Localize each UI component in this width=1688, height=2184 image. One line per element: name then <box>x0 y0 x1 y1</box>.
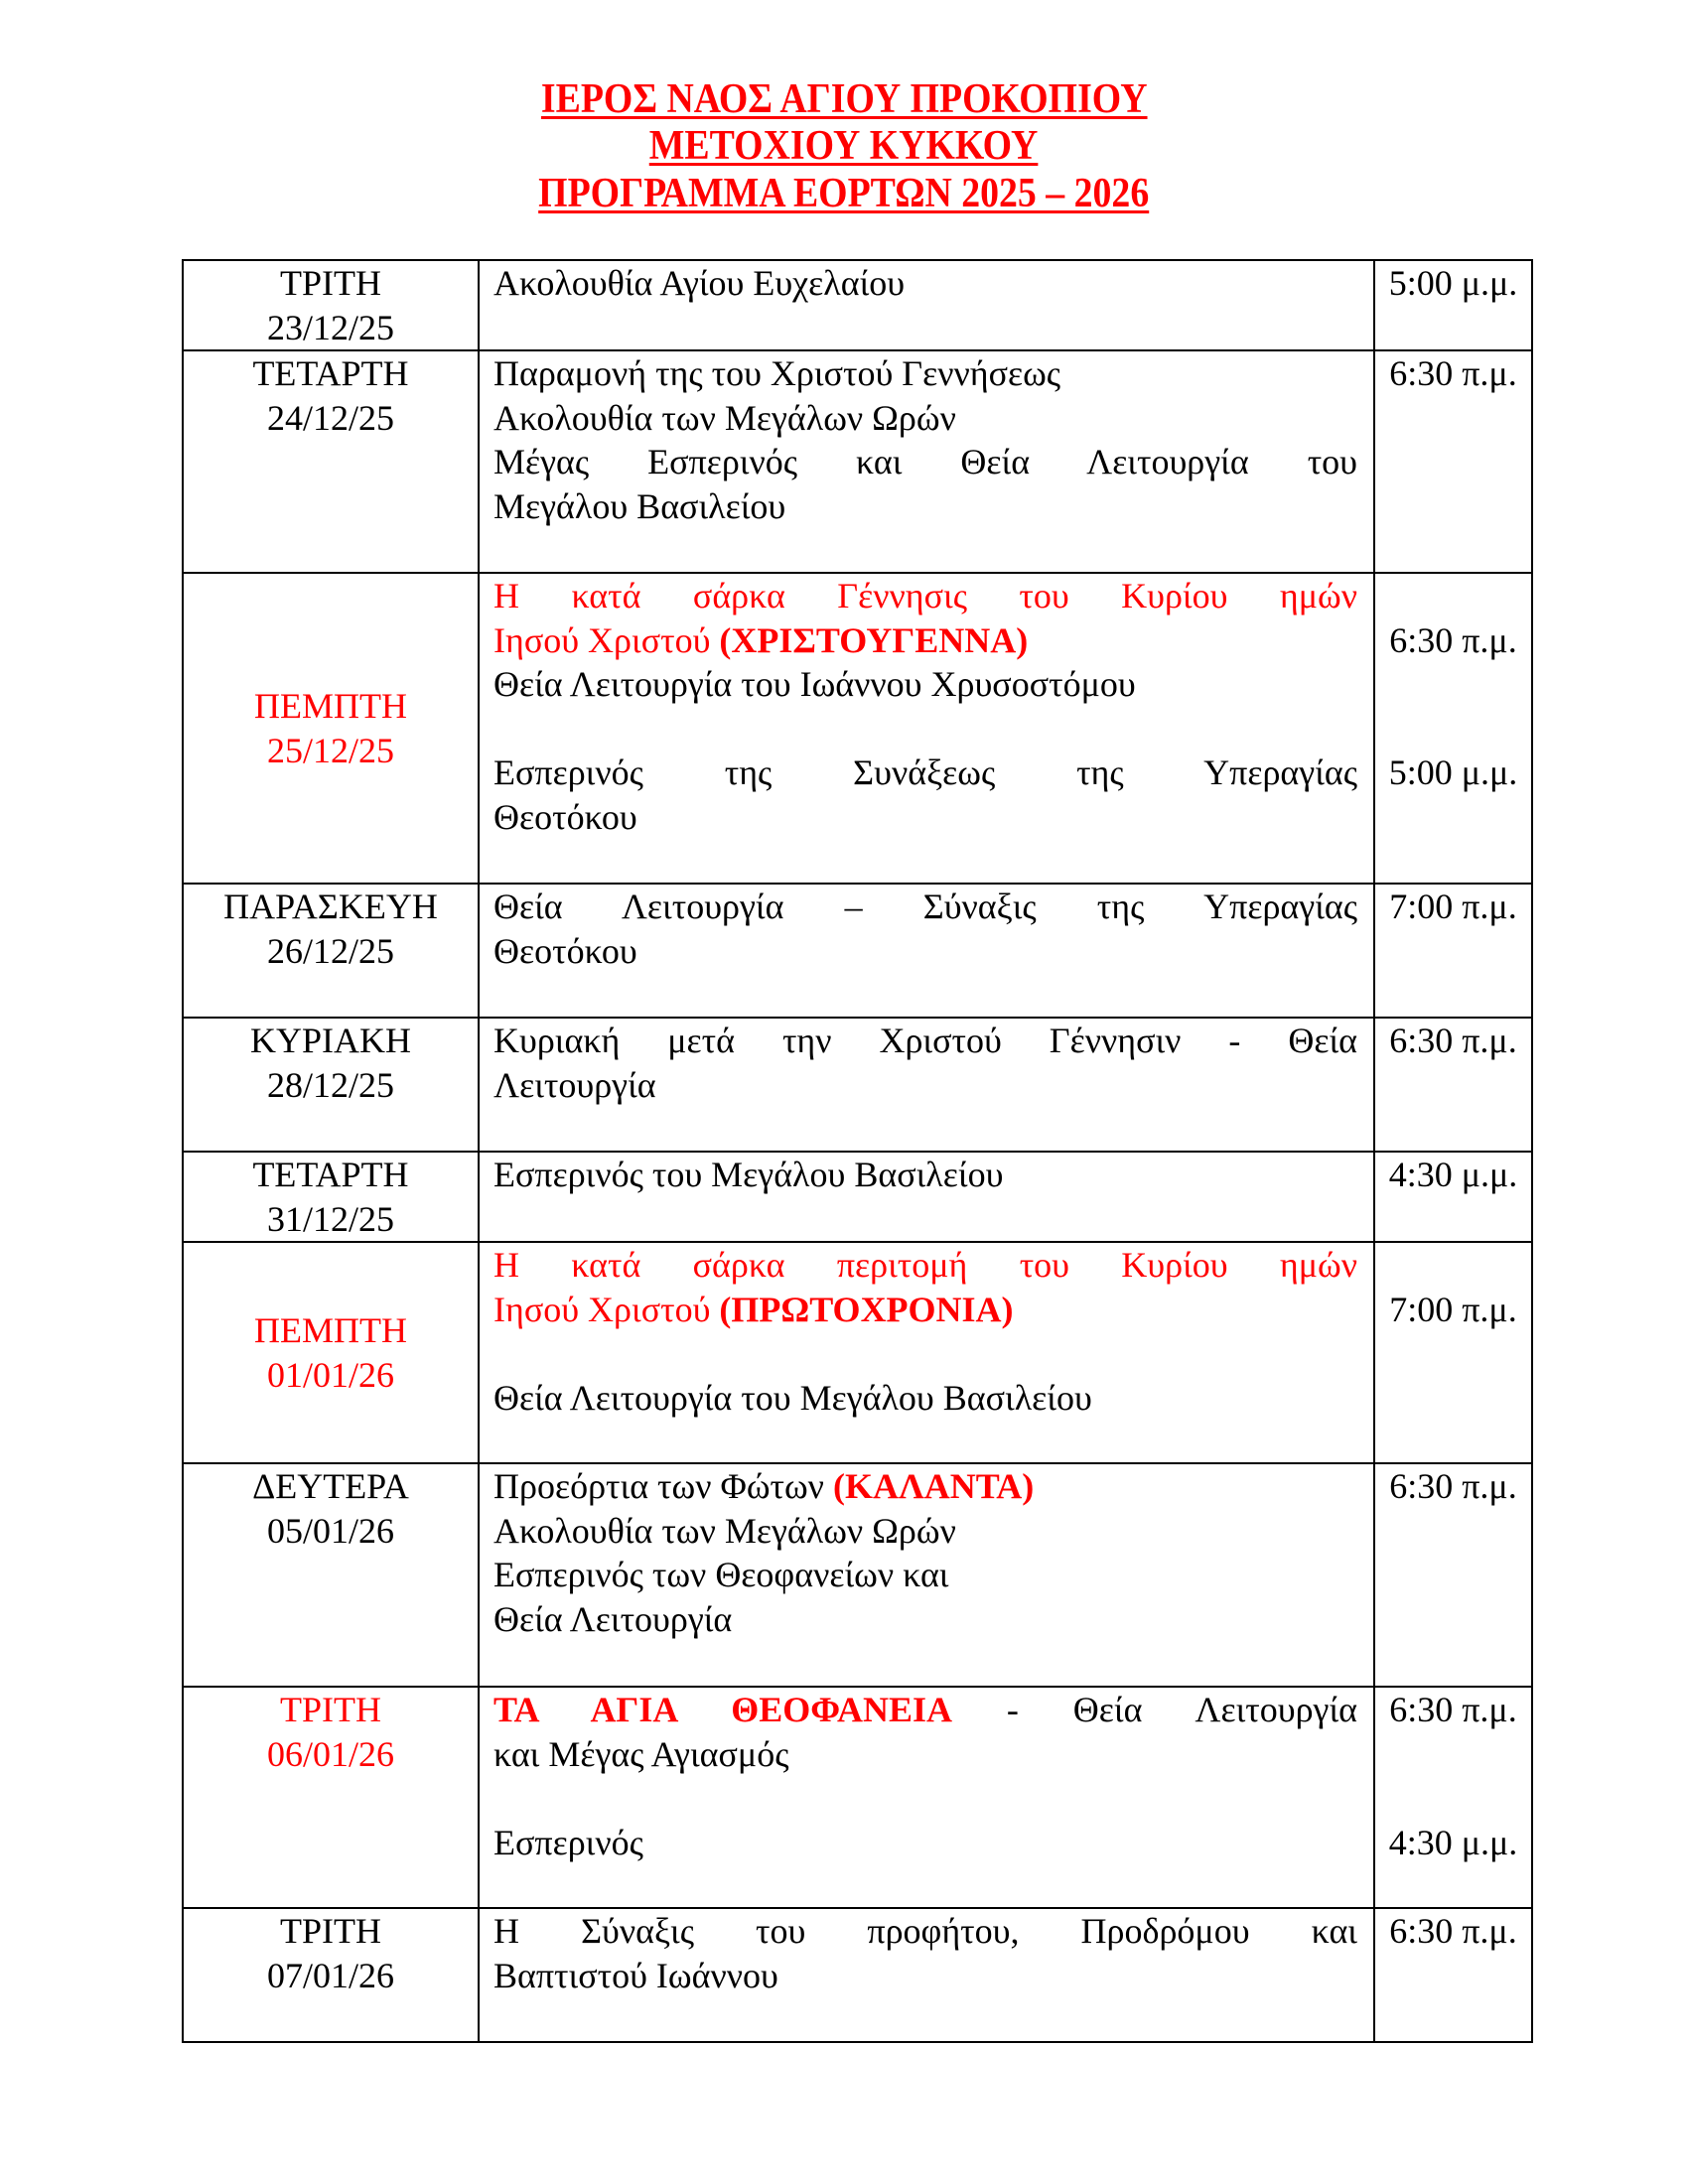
description-text: Εσπερινός του Μεγάλου Βασιλείου <box>493 1155 1004 1194</box>
description-line <box>493 707 1357 751</box>
description-text: Εσπερινός της Συνάξεως της Υπεραγίας <box>493 752 1357 792</box>
description-text: Η Σύναξις του προφήτου, Προδρόμου και <box>493 1911 1357 1951</box>
service-time-cell <box>1374 884 1532 1018</box>
description-text: Προεόρτια των Φώτων <box>493 1466 833 1506</box>
service-time: 6:30 π.μ. <box>1389 1466 1517 1506</box>
date: 05/01/26 <box>266 1510 394 1551</box>
schedule-row <box>183 573 1532 884</box>
service-description-cell <box>479 1687 1374 1908</box>
description-text: Θεοτόκου <box>493 930 637 971</box>
service-time <box>1375 662 1531 707</box>
description-line <box>493 1688 1357 1732</box>
description-line <box>493 440 1357 484</box>
schedule-row <box>183 1908 1532 2042</box>
service-time-cell <box>1374 1018 1532 1152</box>
description-text: Παραμονή της του Χριστού Γεννήσεως <box>493 353 1061 393</box>
day-cell <box>183 1687 479 1908</box>
description-line <box>493 1597 1357 1642</box>
description-line <box>493 1019 1357 1063</box>
service-time: 5:00 μ.μ. <box>1388 263 1518 303</box>
service-time: 7:00 π.μ. <box>1389 1289 1517 1329</box>
description-line <box>493 1376 1357 1421</box>
day-name: ΤΡΙΤΗ <box>280 1911 381 1951</box>
description-line <box>493 484 1357 529</box>
service-time-cell <box>1374 260 1532 350</box>
service-description-cell <box>479 1018 1374 1152</box>
service-time <box>1375 574 1531 618</box>
service-time: 6:30 π.μ. <box>1389 353 1517 393</box>
date: 01/01/26 <box>266 1354 394 1395</box>
schedule-title: ΠΡΟΓΡΑΜΜΑ ΕΟΡΤΩΝ 2025 – 2026 <box>538 171 1150 216</box>
service-description-cell <box>479 1908 1374 2042</box>
date: 23/12/25 <box>266 307 394 347</box>
service-time: 7:00 π.μ. <box>1389 887 1517 926</box>
description-text: Ακολουθία των Μεγάλων Ωρών <box>493 1510 956 1551</box>
schedule-row <box>183 1242 1532 1463</box>
description-line <box>493 662 1357 707</box>
description-line <box>493 795 1357 840</box>
schedule-row <box>183 1687 1532 1908</box>
description-text: Ιησού Χριστού <box>493 619 720 660</box>
feast-name-highlight: (ΚΑΛΑΝΤΑ) <box>832 1466 1035 1506</box>
description-text: Μέγας Εσπερινός και Θεία Λειτουργία του <box>493 442 1357 481</box>
schedule-row <box>183 884 1532 1018</box>
description-line <box>493 1732 1357 1777</box>
description-line <box>493 261 1357 306</box>
description-text: Μεγάλου Βασιλείου <box>493 485 786 526</box>
description-line <box>493 1288 1357 1332</box>
date: 07/01/26 <box>266 1955 394 1995</box>
description-line <box>493 396 1357 441</box>
monastery-subtitle: ΜΕΤΟΧΙΟΥ ΚΥΚΚΟΥ <box>649 123 1039 169</box>
service-time-cell <box>1374 350 1532 573</box>
description-text: και Μέγας Αγιασμός <box>493 1733 789 1774</box>
description-text: Θεία Λειτουργία του Μεγάλου Βασιλείου <box>493 1377 1092 1418</box>
description-line <box>493 1464 1357 1509</box>
description-text: Θεία Λειτουργία του Ιωάννου Χρυσοστόμου <box>493 664 1136 704</box>
description-line <box>493 1776 1357 1821</box>
date: 06/01/26 <box>266 1733 394 1774</box>
service-time-cell <box>1374 1908 1532 2042</box>
description-text: Θεοτόκου <box>493 796 637 837</box>
day-name: ΚΥΡΙΑΚΗ <box>250 1021 411 1060</box>
day-cell <box>183 1463 479 1687</box>
date: 25/12/25 <box>266 730 394 770</box>
description-line <box>493 1553 1357 1597</box>
service-time: 4:30 μ.μ. <box>1388 1155 1518 1194</box>
day-name: ΠΑΡΑΣΚΕΥΗ <box>223 887 438 926</box>
feast-name-highlight: (ΧΡΙΣΤΟΥΓΕΝΝΑ) <box>719 619 1029 660</box>
description-text: Ιησού Χριστού <box>493 1289 720 1329</box>
service-description-cell <box>479 1152 1374 1242</box>
service-description-cell <box>479 573 1374 884</box>
description-text: Κυριακή μετά την Χριστού Γέννησιν - Θεία <box>493 1021 1357 1060</box>
service-time <box>1375 1243 1531 1288</box>
service-time: 6:30 π.μ. <box>1389 1690 1517 1729</box>
day-cell <box>183 573 479 884</box>
service-description-cell <box>479 260 1374 350</box>
schedule-row <box>183 350 1532 573</box>
feast-name-highlight: ΤΑ ΑΓΙΑ ΘΕΟΦΑΝΕΙΑ <box>493 1690 953 1729</box>
description-line <box>493 1063 1357 1108</box>
description-line <box>493 929 1357 974</box>
service-description-cell <box>479 884 1374 1018</box>
description-text: Ακολουθία Αγίου Ευχελαίου <box>493 263 906 303</box>
schedule-row <box>183 1152 1532 1242</box>
service-time: 6:30 π.μ. <box>1389 1911 1517 1951</box>
day-cell <box>183 1152 479 1242</box>
description-line <box>493 1153 1357 1197</box>
day-cell <box>183 1242 479 1463</box>
service-time: 4:30 μ.μ. <box>1388 1822 1518 1862</box>
description-line <box>493 1821 1357 1865</box>
description-text: Θεία Λειτουργία <box>493 1598 733 1639</box>
date: 26/12/25 <box>266 930 394 971</box>
service-time: 6:30 π.μ. <box>1389 619 1517 660</box>
description-line <box>493 574 1357 618</box>
description-line <box>493 618 1357 663</box>
service-description-cell <box>479 1242 1374 1463</box>
service-time-cell <box>1374 1242 1532 1463</box>
service-time <box>1375 1776 1531 1821</box>
description-text: Η κατά σάρκα Γέννησις του Κυρίου ημών <box>493 576 1357 615</box>
day-name: ΠΕΜΠΤΗ <box>254 686 407 726</box>
description-text: Λειτουργία <box>493 1064 656 1105</box>
service-time-cell <box>1374 1687 1532 1908</box>
day-cell <box>183 260 479 350</box>
service-time: 5:00 μ.μ. <box>1388 752 1518 792</box>
service-time-cell <box>1374 1463 1532 1687</box>
description-text: Η κατά σάρκα περιτομή του Κυρίου ημών <box>493 1245 1357 1285</box>
schedule-row <box>183 260 1532 350</box>
feast-name-highlight: (ΠΡΩΤΟΧΡΟΝΙΑ) <box>719 1289 1014 1329</box>
description-text: Εσπερινός <box>493 1822 643 1862</box>
day-name: ΤΕΤΑΡΤΗ <box>252 1155 409 1194</box>
schedule-row <box>183 1463 1532 1687</box>
day-cell <box>183 1018 479 1152</box>
day-name: ΤΕΤΑΡΤΗ <box>252 353 409 393</box>
description-line <box>493 1243 1357 1288</box>
service-description-cell <box>479 350 1374 573</box>
service-time-cell <box>1374 573 1532 884</box>
description-text: Βαπτιστού Ιωάννου <box>493 1955 778 1995</box>
description-text: Θεία Λειτουργία – Σύναξις της Υπεραγίας <box>493 887 1357 926</box>
day-cell <box>183 350 479 573</box>
description-text: Εσπερινός των Θεοφανείων και <box>493 1555 949 1594</box>
day-cell <box>183 1908 479 2042</box>
description-text: - Θεία Λειτουργία <box>952 1690 1357 1729</box>
description-text: Ακολουθία των Μεγάλων Ωρών <box>493 397 956 438</box>
description-line <box>493 1954 1357 1998</box>
day-name: ΤΡΙΤΗ <box>280 263 381 303</box>
service-time: 6:30 π.μ. <box>1389 1021 1517 1060</box>
feast-schedule-table <box>182 259 1533 2043</box>
day-name: ΠΕΜΠΤΗ <box>254 1310 407 1350</box>
service-time <box>1375 707 1531 751</box>
description-line <box>493 1331 1357 1376</box>
description-line <box>493 351 1357 396</box>
service-time-cell <box>1374 1152 1532 1242</box>
church-title: ΙΕΡΟΣ ΝΑΟΣ ΑΓΙΟΥ ΠΡΟΚΟΠΙΟΥ <box>540 76 1148 122</box>
service-time <box>1375 1732 1531 1777</box>
date: 28/12/25 <box>266 1064 394 1105</box>
description-line <box>493 885 1357 929</box>
description-line <box>493 1509 1357 1554</box>
description-line <box>493 1909 1357 1954</box>
description-line <box>493 751 1357 795</box>
date: 24/12/25 <box>266 397 394 438</box>
day-cell <box>183 884 479 1018</box>
schedule-row <box>183 1018 1532 1152</box>
day-name: ΔΕΥΤΕΡΑ <box>252 1466 409 1506</box>
service-description-cell <box>479 1463 1374 1687</box>
date: 31/12/25 <box>266 1198 394 1239</box>
day-name: ΤΡΙΤΗ <box>280 1690 381 1729</box>
